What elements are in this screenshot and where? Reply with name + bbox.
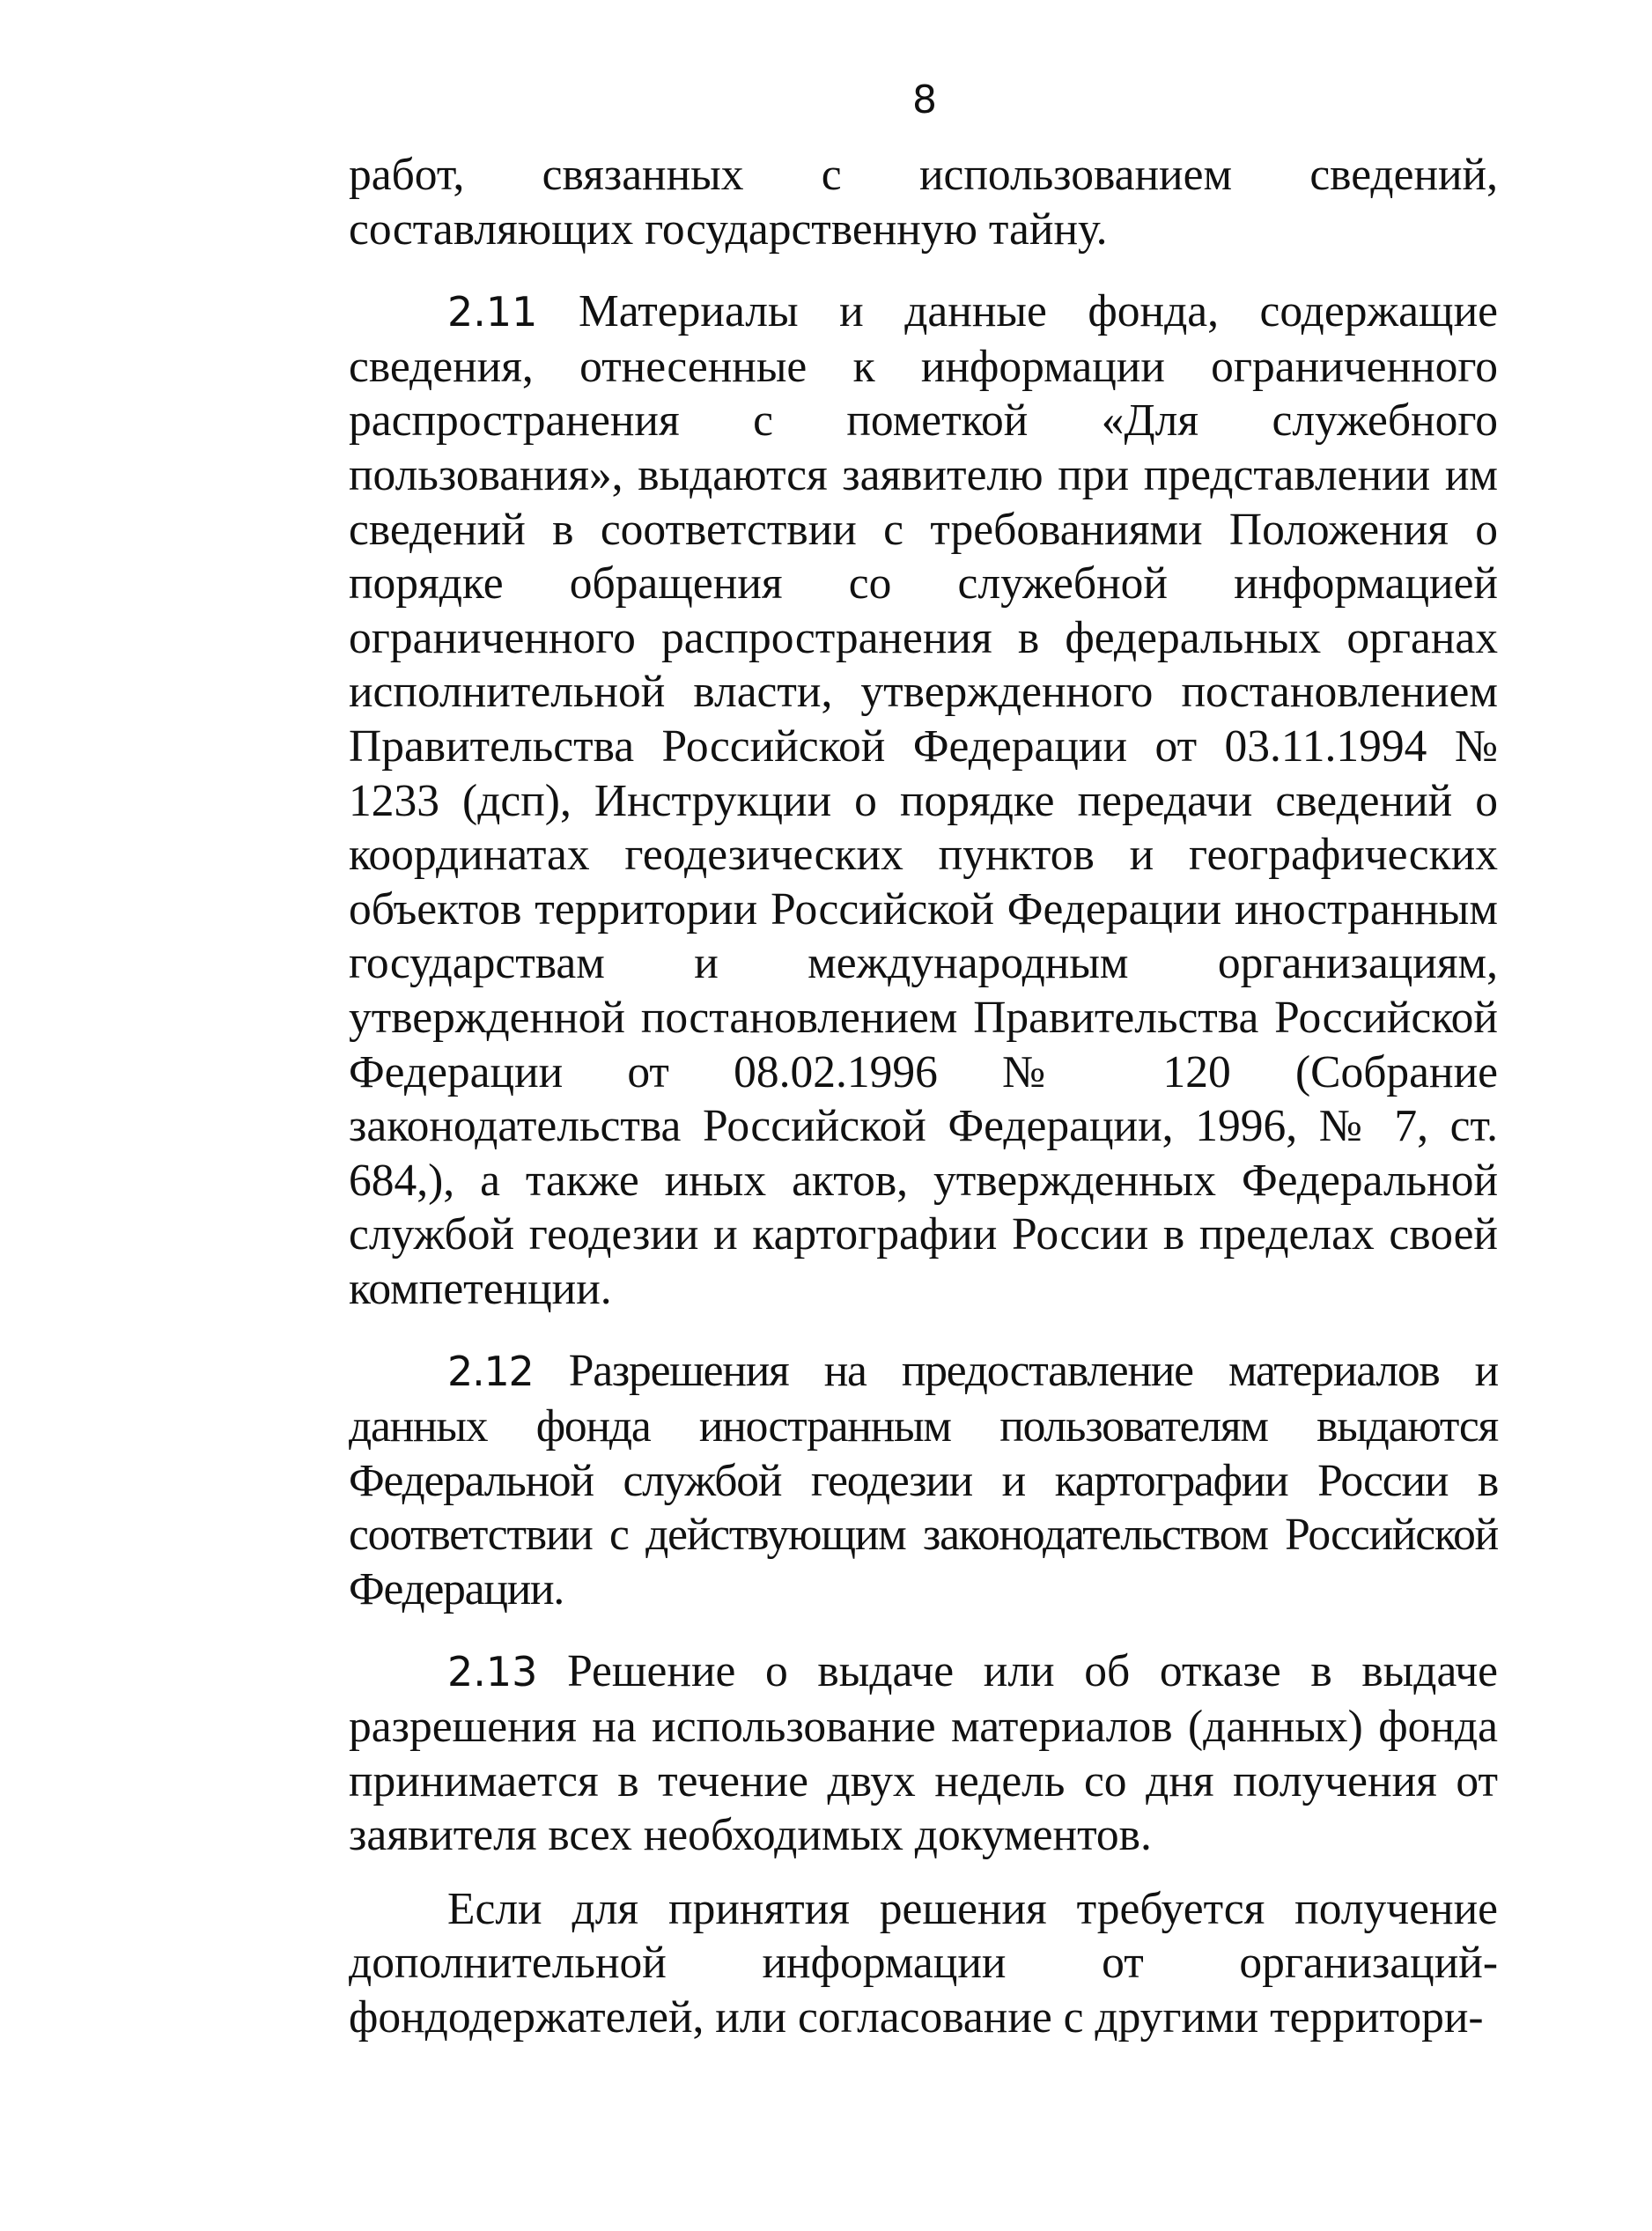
paragraph-continuation [349, 148, 1498, 256]
paragraph-continuing-text [349, 1882, 1498, 2045]
paragraph-2-13 [349, 1644, 1498, 1862]
document-body [349, 148, 1498, 2045]
paragraph-text: работ, связанных с использованием сведений, составляющих государственную тайну. [349, 150, 1498, 255]
paragraph-2-12 [349, 1344, 1498, 1616]
clause-number: 2.13 [447, 1648, 538, 1696]
page-number: 8 [912, 78, 937, 122]
clause-number: 2.11 [447, 288, 538, 336]
paragraph-text: Решение о выдаче или об отказе в выдаче разрешения на использование материалов (данных) фонда принимается в течение двух недель со дня получения от заявителя всех необходимых документов. [349, 1646, 1498, 1861]
paragraph-text: Если для принятия решения требуется получение дополнительной информации от организаций-фондодержателей, или согласование с другими территори- [349, 1883, 1498, 2043]
paragraph-text: Разрешения на предоставление материалов и данных фонда иностранным пользователям выдаются Федеральной службой геодезии и картографии России в соответствии с действующим законодательством Российской Федерации. [349, 1346, 1498, 1614]
paragraph-2-11 [349, 284, 1498, 1316]
paragraph-text: Материалы и данные фонда, содержащие сведения, отнесенные к информации ограниченного распространения с пометкой «Для служебного пользования», выдаются заявителю при представлении им сведений в соответствии с требованиями Положения о порядке обращения со служебной информацией ограниченного распространения в федеральных органах исполнительной власти, утвержденного постановлением Правительства Российской Федерации от 03.11.1994 № 1233 (дсп), Инструкции о порядке передачи сведений о координатах геодезических пунктов и географических объектов территории Российской Федерации иностранным государствам и международным организациям, утвержденной постановлением Правительства Российской Федерации от 08.02.1996 № 120 (Собрание законодательства Российской Федерации, 1996, № 7, ст. 684,), а также иных актов, утвержденных Федеральной службой геодезии и картографии России в пределах своей компетенции. [349, 286, 1498, 1314]
clause-number: 2.12 [447, 1348, 534, 1396]
